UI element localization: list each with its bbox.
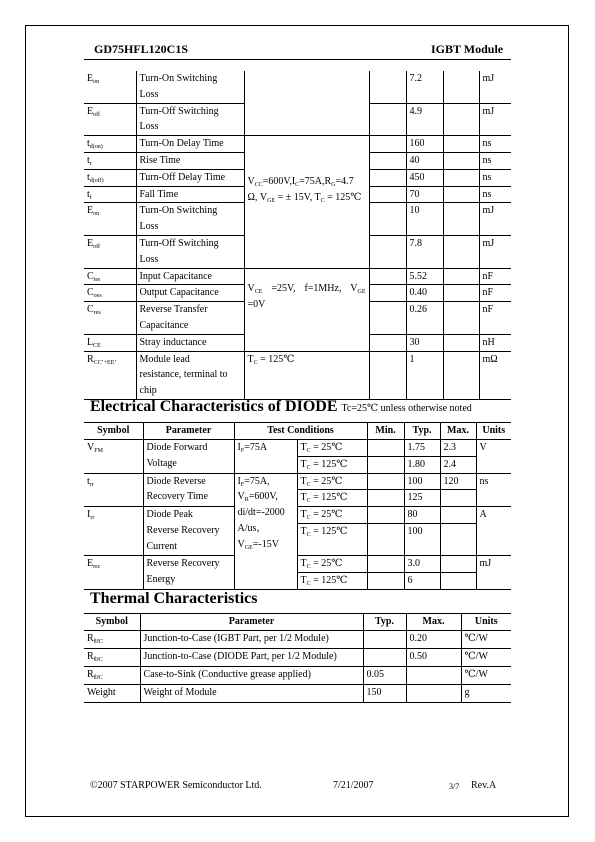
typ-cell [363, 649, 406, 667]
typ-cell: 10 [406, 203, 443, 236]
typ-cell: 30 [406, 334, 443, 351]
thermal-section-title: Thermal Characteristics [90, 590, 258, 607]
min-cell [367, 572, 404, 589]
unit-cell: ℃/W [461, 649, 511, 667]
temperature-cell: $T_C$ = 125℃ [297, 523, 367, 555]
max-cell [443, 203, 479, 236]
symbol-cell: $E_{rec}$ [84, 555, 143, 589]
column-header: Max. [406, 614, 461, 631]
unit-cell: ns [479, 169, 511, 186]
min-cell [367, 456, 404, 473]
max-cell [443, 136, 479, 153]
table-row [84, 136, 511, 153]
unit-cell: nF [479, 285, 511, 302]
condition-cell: $I_F=75A$ [234, 440, 297, 474]
typ-cell: 450 [406, 169, 443, 186]
parameter-cell: Turn-Off Delay Time [136, 169, 244, 186]
column-header: Typ. [363, 614, 406, 631]
unit-cell: mJ [476, 555, 511, 589]
typ-cell: 80 [404, 507, 440, 524]
parameter-cell: Diode Forward Voltage [143, 440, 234, 474]
symbol-cell: $E_{on}$ [84, 71, 136, 103]
parameter-cell: Turn-On Delay Time [136, 136, 244, 153]
symbol-cell: $C_{ies}$ [84, 268, 136, 285]
symbol-cell: $R_{CC’+EE’}$ [84, 351, 136, 399]
unit-cell: g [461, 685, 511, 703]
unit-cell: ns [479, 136, 511, 153]
typ-cell: 150 [363, 685, 406, 703]
min-cell [369, 203, 406, 236]
symbol-cell: $R_{\theta JC}$ [84, 631, 140, 649]
table-row [84, 685, 511, 703]
parameter-cell: Junction-to-Case (IGBT Part, per 1/2 Module) [140, 631, 363, 649]
parameter-cell: Turn-On Switching Loss [136, 71, 244, 103]
parameter-cell: Reverse Recovery Energy [143, 555, 234, 589]
min-cell [367, 507, 404, 524]
typ-cell: 3.0 [404, 555, 440, 572]
parameter-cell: Rise Time [136, 152, 244, 169]
typ-cell: 160 [406, 136, 443, 153]
column-header: Typ. [404, 423, 440, 440]
min-cell [367, 490, 404, 507]
doc-type: IGBT Module [431, 42, 504, 56]
temperature-cell: $T_C$ = 25℃ [297, 555, 367, 572]
max-cell [440, 572, 476, 589]
table-row [84, 649, 511, 667]
parameter-cell: Junction-to-Case (DIODE Part, per 1/2 Module) [140, 649, 363, 667]
min-cell [369, 186, 406, 203]
temperature-cell: $T_C$ = 25℃ [297, 473, 367, 490]
typ-cell: 4.9 [406, 103, 443, 136]
parameter-cell: Stray inductance [136, 334, 244, 351]
symbol-cell: $t_f$ [84, 186, 136, 203]
condition-cell: $T_C$ = 125℃ [244, 351, 369, 399]
typ-cell: 70 [406, 186, 443, 203]
column-header: Max. [440, 423, 476, 440]
unit-cell: mJ [479, 71, 511, 103]
max-cell: 0.50 [406, 649, 461, 667]
typ-cell: 6 [404, 572, 440, 589]
temperature-cell: $T_C$ = 125℃ [297, 456, 367, 473]
typ-cell: 5.52 [406, 268, 443, 285]
table-row [84, 667, 511, 685]
symbol-cell: $C_{oes}$ [84, 285, 136, 302]
symbol-cell: $E_{off}$ [84, 235, 136, 268]
parameter-cell: Module lead resistance, terminal to chip [136, 351, 244, 399]
table-row [84, 555, 511, 572]
max-cell [443, 186, 479, 203]
max-cell [443, 351, 479, 399]
unit-cell: nF [479, 302, 511, 335]
typ-cell: 7.2 [406, 71, 443, 103]
footer-page: 3/7 [449, 782, 460, 791]
typ-cell: 1 [406, 351, 443, 399]
footer-copyright: ©2007 STARPOWER Semiconductor Ltd. [90, 780, 262, 791]
max-cell [406, 685, 461, 703]
min-cell [369, 169, 406, 186]
symbol-cell: $C_{res}$ [84, 302, 136, 335]
typ-cell: 100 [404, 473, 440, 490]
diode-section-title: Electrical Characteristics of DIODE Tc=25℃ unless otherwise noted [90, 398, 472, 415]
max-cell [440, 490, 476, 507]
symbol-cell: $L_{CE}$ [84, 334, 136, 351]
typ-cell: 0.26 [406, 302, 443, 335]
max-cell [440, 507, 476, 524]
min-cell [367, 473, 404, 490]
max-cell: 120 [440, 473, 476, 490]
table-row [84, 473, 511, 490]
min-cell [369, 103, 406, 136]
symbol-cell: $t_{d(off)}$ [84, 169, 136, 186]
condition-cell: $V_{CC}=600V,I_C=75A,R_G=4.7$ Ω, $V_{GE}$ = ± 15V, $T_C$ = 125℃ [244, 136, 369, 268]
condition-cell: $I_F=75A$, $V_R=600V$, di/dt=-2000 A/us， $V_{GE}=-15V$ [234, 473, 297, 589]
symbol-cell: $V_{FM}$ [84, 440, 143, 474]
temperature-cell: $T_C$ = 25℃ [297, 507, 367, 524]
unit-cell: nH [479, 334, 511, 351]
max-cell [406, 667, 461, 685]
max-cell [443, 169, 479, 186]
max-cell: 0.20 [406, 631, 461, 649]
max-cell [440, 555, 476, 572]
parameter-cell: Fall Time [136, 186, 244, 203]
column-header: Units [461, 614, 511, 631]
unit-cell: V [476, 440, 511, 474]
parameter-cell: Diode Reverse Recovery Time [143, 473, 234, 507]
min-cell [369, 285, 406, 302]
switching-table [84, 71, 511, 400]
thermal-table [84, 613, 511, 703]
unit-cell: mJ [479, 103, 511, 136]
typ-cell: 1.80 [404, 456, 440, 473]
symbol-cell: $t_r$ [84, 152, 136, 169]
symbol-cell: $I_{rr}$ [84, 507, 143, 556]
min-cell [369, 235, 406, 268]
column-header: Parameter [143, 423, 234, 440]
typ-cell: 1.75 [404, 440, 440, 457]
condition-cell: $V_{CE} =25V$, f=1MHz, $V_{GE} =0V$ [244, 268, 369, 351]
max-cell [443, 285, 479, 302]
parameter-cell: Diode Peak Reverse Recovery Current [143, 507, 234, 556]
typ-cell: 7.8 [406, 235, 443, 268]
typ-cell: 125 [404, 490, 440, 507]
symbol-cell: $t_{rr}$ [84, 473, 143, 507]
temperature-cell: $T_C$ = 125℃ [297, 572, 367, 589]
parameter-cell: Case-to-Sink (Conductive grease applied) [140, 667, 363, 685]
max-cell [443, 152, 479, 169]
unit-cell: mJ [479, 235, 511, 268]
column-header: Min. [367, 423, 404, 440]
max-cell [443, 235, 479, 268]
table-row [84, 631, 511, 649]
column-header: Parameter [140, 614, 363, 631]
parameter-cell: Turn-On Switching Loss [136, 203, 244, 236]
min-cell [369, 71, 406, 103]
table-row [84, 71, 511, 103]
max-cell [443, 334, 479, 351]
typ-cell [363, 631, 406, 649]
column-header: Test Conditions [234, 423, 367, 440]
typ-cell: 100 [404, 523, 440, 555]
typ-cell: 0.05 [363, 667, 406, 685]
parameter-cell: Weight of Module [140, 685, 363, 703]
parameter-cell: Turn-Off Switching Loss [136, 103, 244, 136]
symbol-cell: $R_{\theta JC}$ [84, 649, 140, 667]
footer-date: 7/21/2007 [333, 780, 374, 791]
table-row [84, 507, 511, 524]
max-cell [443, 302, 479, 335]
parameter-cell: Output Capacitance [136, 285, 244, 302]
unit-cell: ns [476, 473, 511, 507]
symbol-cell: Weight [84, 685, 140, 703]
unit-cell: nF [479, 268, 511, 285]
table-row [84, 440, 511, 457]
typ-cell: 40 [406, 152, 443, 169]
max-cell: 2.4 [440, 456, 476, 473]
table-row [84, 268, 511, 285]
diode-table [84, 422, 511, 590]
header-rule [84, 59, 511, 60]
table-row [84, 351, 511, 399]
typ-cell: 0.40 [406, 285, 443, 302]
symbol-cell: $E_{on}$ [84, 203, 136, 236]
footer-rev: Rev.A [471, 780, 497, 791]
unit-cell: ℃/W [461, 667, 511, 685]
temperature-cell: $T_C$ = 25℃ [297, 440, 367, 457]
column-header: Symbol [84, 423, 143, 440]
min-cell [367, 440, 404, 457]
min-cell [369, 136, 406, 153]
temperature-cell: $T_C$ = 125℃ [297, 490, 367, 507]
symbol-cell: $R_{\theta JC}$ [84, 667, 140, 685]
unit-cell: mJ [479, 203, 511, 236]
column-header: Symbol [84, 614, 140, 631]
max-cell [440, 523, 476, 555]
column-header: Units [476, 423, 511, 440]
parameter-cell: Turn-Off Switching Loss [136, 235, 244, 268]
unit-cell: ℃/W [461, 631, 511, 649]
condition-cell [244, 71, 369, 136]
parameter-cell: Reverse Transfer Capacitance [136, 302, 244, 335]
unit-cell: ns [479, 152, 511, 169]
min-cell [369, 152, 406, 169]
min-cell [369, 351, 406, 399]
min-cell [369, 334, 406, 351]
symbol-cell: $t_{d(on)}$ [84, 136, 136, 153]
unit-cell: ns [479, 186, 511, 203]
max-cell [443, 103, 479, 136]
min-cell [369, 302, 406, 335]
unit-cell: mΩ [479, 351, 511, 399]
part-number: GD75HFL120C1S [94, 42, 189, 56]
unit-cell: A [476, 507, 511, 556]
max-cell [443, 71, 479, 103]
symbol-cell: $E_{off}$ [84, 103, 136, 136]
max-cell: 2.3 [440, 440, 476, 457]
min-cell [367, 555, 404, 572]
min-cell [369, 268, 406, 285]
parameter-cell: Input Capacitance [136, 268, 244, 285]
min-cell [367, 523, 404, 555]
max-cell [443, 268, 479, 285]
